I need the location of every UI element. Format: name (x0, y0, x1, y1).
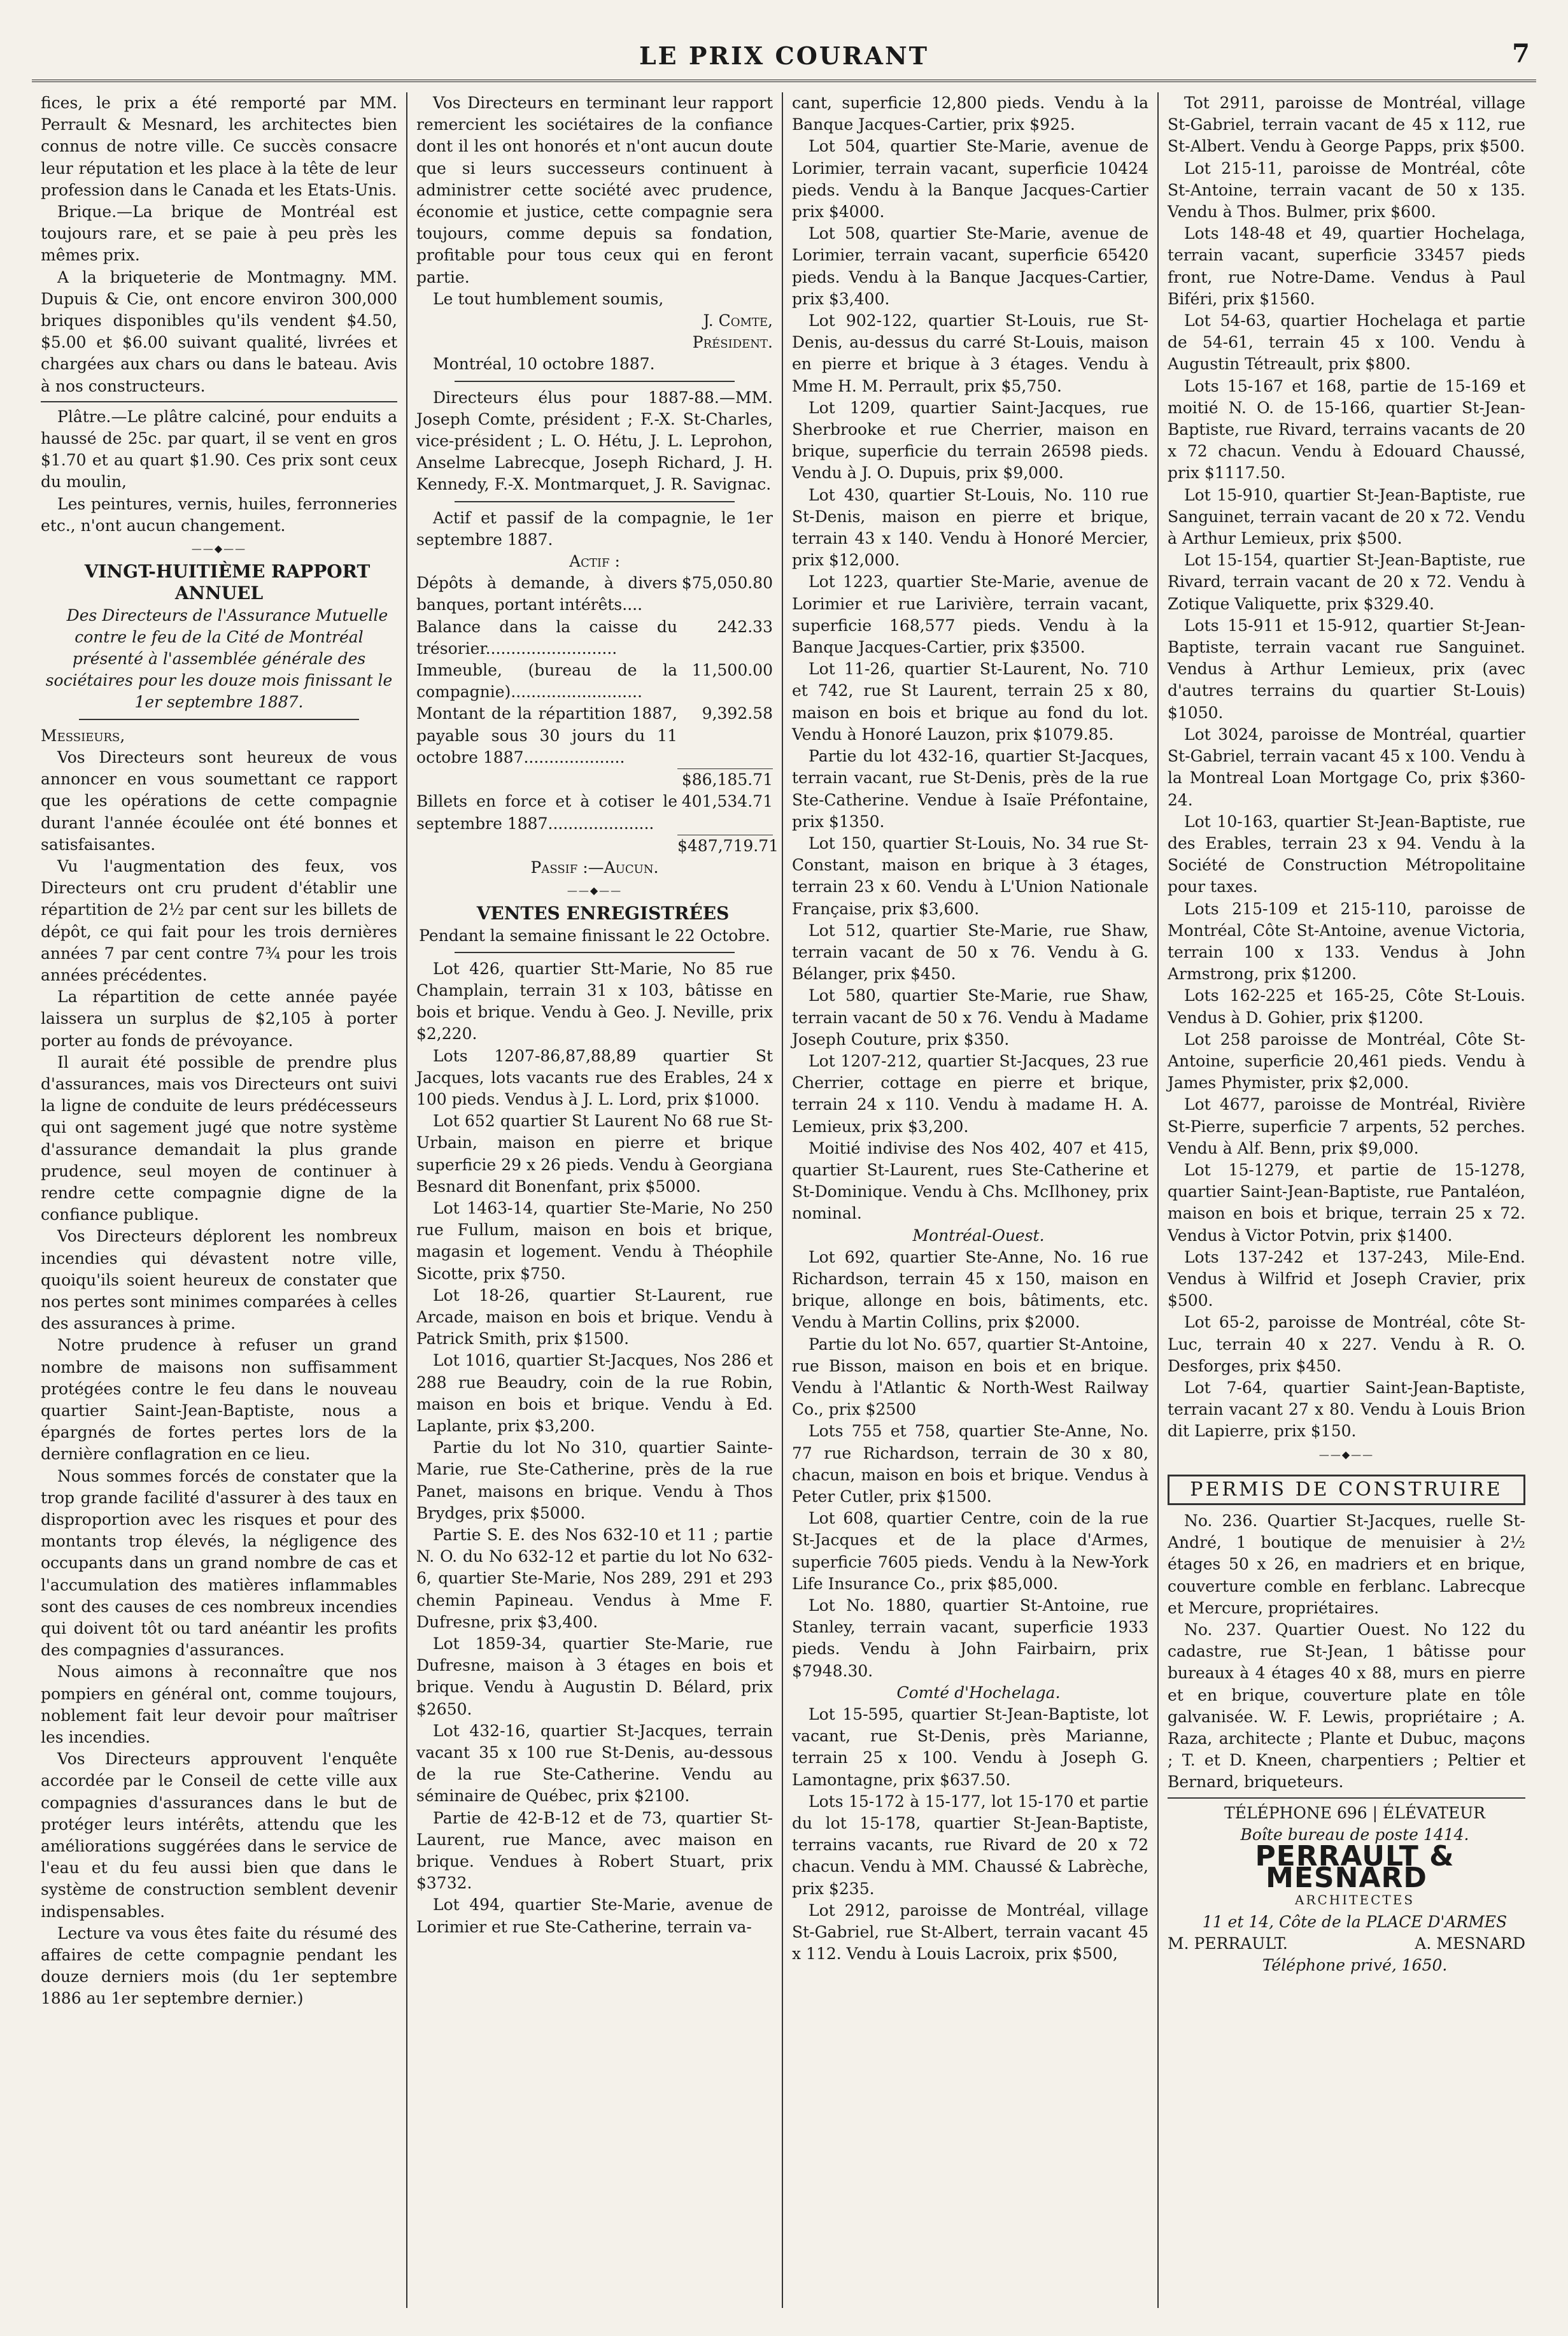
sale-entry: Lot 1859-34, quartier Ste-Marie, rue Dufresne, maison à 3 étages en bois et brique. Vendu à Augustin D. Bélard, prix $2650. (416, 1634, 773, 1718)
dateline: Montréal, 10 octobre 1887. (433, 355, 655, 374)
financial-amount: 401,534.71 (681, 792, 773, 811)
salutation: Messieurs, (41, 726, 125, 745)
financial-row (416, 616, 773, 660)
sale-entry: Lots 755 et 758, quartier Ste-Anne, No. 77 rue Richardson, terrain de 30 x 80, chacun, maison en bois et brique. Vendus à Peter Cutler, prix $1500. (792, 1422, 1148, 1506)
paragraph: Plâtre.—Le plâtre calciné, pour enduits a haussé de 25c. par quart, il se vent en gros $1.70 et au quart $1.90. Ces prix sont ceux du moulin, (41, 407, 397, 492)
paragraph: Vos Directeurs sont heureux de vous annoncer en vous soumettant ce rapport que les opérations de cette compagnie durant l'année écoulée ont été bonnes et satisfaisantes. (41, 747, 397, 854)
ad-partners (1168, 1933, 1525, 1955)
report-subheading: Des Directeurs de l'Assurance Mutuelle contre le feu de la Cité de Montréal présenté à l'assemblée générale des sociétaires pour les douze mois finissant le 1er septembre 1887. (45, 605, 393, 712)
article-columns (32, 92, 1536, 2308)
financial-row (416, 660, 773, 703)
sale-entry: Lot 150, quartier St-Louis, No. 34 rue St-Constant, maison en brique à 3 étages, terrain 23 x 60. Vendu à L'Union Nationale Française, prix $3,600. (792, 833, 1148, 918)
sale-entry: Lot 902-122, quartier St-Louis, rue St-Denis, au-dessus du carré St-Louis, maison en pierre et brique à 3 étages. Vendu à Mme H. M. Perrault, prix $5,750. (792, 311, 1148, 395)
sale-entry: Lot 1209, quartier Saint-Jacques, rue Sherbrooke et rue Cherrier, maison en brique, superficie du terrain 26598 pieds. Vendu à J. O. Dupuis, prix $9,000. (792, 398, 1148, 483)
financial-row (416, 703, 773, 768)
permit-entry: No. 237. Quartier Ouest. No 122 du cadastre, rue St-Jean, 1 bâtisse pour bureaux à 4 étages 40 x 88, murs en pierre et en brique, couverture plate en tôle galvanisée. W. F. Lewis, propriétaire ; A. Raza, architecte ; Plante et Dubuc, maçons ; T. et D. Kneen, charpentiers ; Peltier et Bernard, briqueteurs. (1168, 1620, 1525, 1792)
paragraph: Vu l'augmentation des feux, vos Directeurs ont cru prudent d'établir une répartition de 2½ par cent sur les billets de dépôt, ce qui fait pour les trois dernières années 7 par cent contre 7¾ pour les trois années précédentes. (41, 856, 397, 984)
report-heading: VINGT-HUITIÈME RAPPORT ANNUEL (84, 561, 371, 604)
paragraph: Les peintures, vernis, huiles, ferronneries etc., n'ont aucun changement. (41, 494, 397, 535)
sales-subheading: Pendant la semaine finissant le 22 Octobre. (419, 926, 770, 945)
divider (455, 501, 735, 502)
sale-entry: Lot 15-595, quartier St-Jean-Baptiste, lot vacant, rue St-Denis, près Marianne, terrain 25 x 100. Vendu à Joseph G. Lamontagne, prix $637.50. (792, 1705, 1148, 1789)
paragraph: Notre prudence à refuser un grand nombre de maisons non suffisamment protégées contre le feu dans le nouveau quartier Saint-Jean-Baptiste, nous a épargnés de fortes pertes lors de la dernière conflagration en ce lieu. (41, 1336, 397, 1464)
ad-postbox: Boîte bureau de poste 1414. (1240, 1825, 1469, 1844)
financial-total (416, 835, 779, 857)
page-header (32, 35, 1536, 82)
actif-heading: Actif : (569, 552, 620, 571)
paragraph: Il aurait été possible de prendre plus d'assurances, mais vos Directeurs ont suivi la ligne de conduite de leurs prédécesseurs qui ont sagement jugé que notre système d'assurance demandait la plus grande prudence, seul moyen de continuer à rendre cette compagnie digne de la confiance publique. (41, 1052, 397, 1224)
divider (455, 381, 735, 382)
sale-entry: Lots 215-109 et 215-110, paroisse de Montréal, Côte St-Antoine, avenue Victoria, terrain 100 x 133. Vendus à John Armstrong, prix $1200. (1168, 899, 1525, 984)
permits-heading: PERMIS DE CONSTRUIRE (1168, 1475, 1525, 1505)
sale-entry: Lot 215-11, paroisse de Montréal, côte St-Antoine, terrain vacant de 50 x 135. Vendu à Thos. Bulmer, prix $600. (1168, 159, 1525, 222)
sale-entry: Partie du lot No. 657, quartier St-Antoine, rue Bisson, maison en bois et en brique. Vendu à l'Atlantic & North-West Railway Co., prix $2500 (792, 1334, 1148, 1419)
financial-row (416, 572, 773, 616)
divider (79, 719, 359, 720)
paragraph: Vos Directeurs déplorent les nombreux incendies qui dévastent notre ville, quoiqu'ils soient heureux de constater que nos pertes sont minimes comparées à celles des assurances à prime. (41, 1227, 397, 1333)
sales-heading: VENTES ENREGISTRÉES (476, 903, 730, 924)
paragraph: Vos Directeurs en terminant leur rapport remercient les sociétaires de la confiance dont il les ont honorés et n'ont aucun doute que si leurs successeurs continuent à administrer cette société avec prudence, économie et justice, cette compagnie sera toujours, comme depuis sa fondation, profitable pour tous ceux qui en feront partie. (416, 94, 773, 287)
sale-entry: Partie du lot No 310, quartier Sainte-Marie, rue Ste-Catherine, près de la rue Panet, maisons en brique. Vendu à Thos Brydges, prix $5000. (416, 1438, 773, 1522)
sale-entry: Lot 10-163, quartier St-Jean-Baptiste, rue des Erables, terrain 23 x 94. Vendu à la Société de Construction Métropolitaine pour taxes. (1168, 812, 1525, 896)
column-2 (407, 92, 783, 2308)
financial-label: Immeuble, (bureau de la compagnie).......................... (416, 661, 677, 702)
sale-entry: Lot 11-26, quartier St-Laurent, No. 710 et 742, rue St Laurent, terrain 25 x 80, maison en bois et brique au fond du lot. Vendu à Honoré Lauzon, prix $1079.85. (792, 660, 1148, 744)
financial-amount: 9,392.58 (702, 704, 773, 723)
newspaper-title: LE PRIX COURANT (639, 41, 929, 70)
sale-entry: Lot 15-154, quartier St-Jean-Baptiste, rue Rivard, terrain vacant de 20 x 72. Vendu à Zotique Valiquette, prix $329.40. (1168, 551, 1525, 613)
financial-label: Montant de la répartition 1887, payable sous 30 jours du 11 octobre 1887.................... (416, 704, 677, 767)
sale-entry: Lot 512, quartier Ste-Marie, rue Shaw, terrain vacant de 50 x 76. Vendu à G. Bélanger, prix $450. (792, 921, 1148, 984)
sale-entry: cant, superficie 12,800 pieds. Vendu à la Banque Jacques-Cartier, prix $925. (792, 94, 1148, 134)
sale-entry: Lots 15-911 et 15-912, quartier St-Jean-Baptiste, terrain vacant rue Sanguinet. Vendus à Arthur Lemieux, prix (avec d'autres terrains du quartier St-Louis) $1050. (1168, 616, 1525, 722)
sale-entry: Lot 652 quartier St Laurent No 68 rue St-Urbain, maison en pierre et brique superficie 29 x 26 pieds. Vendu à Georgiana Besnard dit Bonenfant, prix $5000. (416, 1112, 773, 1196)
sale-entry: Lot 426, quartier Stt-Marie, No 85 rue Champlain, terrain 31 x 103, bâtisse en bois et brique. Vendu à Geo. J. Neville, prix $2,220. (416, 959, 773, 1044)
ornament-divider: ——◆—— (1318, 1448, 1374, 1461)
financial-label: Balance dans la caisse du trésorier.......................... (416, 617, 677, 658)
sale-entry: Lot 1016, quartier St-Jacques, Nos 286 et 288 rue Beaudry, coin de la rue Robin, maison en bois et brique. Vendu à Ed. Laplante, prix $3,200. (416, 1351, 773, 1435)
paragraph: Le tout humblement soumis, (433, 289, 664, 308)
paragraph: A la briqueterie de Montmagny. MM. Dupuis & Cie, ont encore environ 300,000 briques disponibles qu'ils vendent $4.50, $5.00 et $6.00 suivant qualité, livrées et chargées aux chars ou dans le bateau. Avis à nos constructeurs. (41, 267, 397, 395)
ornament-divider: ——◆—— (191, 542, 247, 555)
sale-entry: Lots 15-167 et 168, partie de 15-169 et moitié N. O. de 15-166, quartier St-Jean-Baptiste, rue Rivard, terrains vacants de 20 x 72 chacun. Vendu à Edouard Chaussé, prix $1117.50. (1168, 376, 1525, 483)
paragraph: fices, le prix a été remporté par MM. Perrault & Mesnard, les architectes bien connus de notre ville. Ce succès consacre leur réputation et les place à la tête de leur profession dans le Canada et les Etats-Unis. (41, 94, 397, 199)
ad-partner-name: M. PERRAULT. (1168, 1934, 1288, 1953)
page-number: 7 (1512, 39, 1530, 69)
sale-entry: Lot 3024, paroisse de Montréal, quartier St-Gabriel, terrain vacant 45 x 100. Vendu à la Montreal Loan Mortgage Co, prix $360-24. (1168, 725, 1525, 809)
divider (455, 952, 735, 953)
sale-entry: Partie du lot 432-16, quartier St-Jacques, terrain vacant, rue St-Denis, près de la rue Ste-Catherine. Vendue à Isaïe Préfontaine, prix $1350. (792, 747, 1148, 831)
paragraph: Directeurs élus pour 1887-88.—MM. Joseph Comte, président ; F.-X. St-Charles, vice-président ; L. O. Hétu, J. L. Leprohon, Anselme Labrecque, Joseph Richard, J. H. Kennedy, F.-X. Montmarquet, J. R. Savignac. (416, 388, 773, 494)
financial-amount: 11,500.00 (691, 661, 773, 680)
ad-role: ARCHITECTES (1294, 1892, 1415, 1908)
permit-entry: No. 236. Quartier St-Jacques, ruelle St-André, 1 boutique de menuisier à 2½ étages 50 x 26, en madriers et en brique, couverture comble en ferblanc. Labrecque et Mercure, propriétaires. (1168, 1511, 1525, 1617)
financial-amount: $86,185.71 (681, 770, 773, 789)
sale-entry: Lot 258 paroisse de Montréal, Côte St-Antoine, superficie 20,461 pieds. Vendu à James Phymister, prix $2,000. (1168, 1030, 1525, 1093)
paragraph: Brique.—La brique de Montréal est toujours rare, et se paie à peu près les mêmes prix. (41, 202, 397, 265)
sale-entry: Lot 4677, paroisse de Montréal, Rivière St-Pierre, superficie 7 arpents, 52 perches. Vendu à Alf. Benn, prix $9,000. (1168, 1095, 1525, 1157)
sale-entry: Lots 148-48 et 49, quartier Hochelaga, terrain vacant, superficie 33457 pieds front, rue Notre-Dame. Vendus à Paul Biféri, prix $1560. (1168, 224, 1525, 308)
signature-title: Président. (692, 333, 773, 352)
ad-private-phone: Téléphone privé, 1650. (1262, 1956, 1448, 1975)
section-heading: Comté d'Hochelaga. (896, 1683, 1061, 1702)
financial-label: Billets en force et à cotiser le septembre 1887..................... (416, 792, 677, 833)
section-heading: Montréal-Ouest. (912, 1226, 1045, 1245)
sale-entry: Lot 1207-212, quartier St-Jacques, 23 rue Cherrier, cottage en pierre et brique, terrain 24 x 110. Vendu à madame H. A. Lemieux, prix $3,200. (792, 1051, 1148, 1136)
sale-entry: Lot 15-1279, et partie de 15-1278, quartier Saint-Jean-Baptiste, rue Pantaléon, maison en bois et brique, terrain 25 x 72. Vendus à Victor Potvin, prix $1400. (1168, 1160, 1525, 1245)
sale-entry: Lot 1463-14, quartier Ste-Marie, No 250 rue Fullum, maison en bois et brique, magasin et logement. Vendu à Théophile Sicotte, prix $750. (416, 1198, 773, 1283)
financial-subtotal (416, 769, 773, 791)
sale-entry: Lot 504, quartier Ste-Marie, avenue de Lorimier, terrain vacant, superficie 10424 pieds. Vendu à la Banque Jacques-Cartier prix $4000. (792, 137, 1148, 222)
sale-entry: Lot 580, quartier Ste-Marie, rue Shaw, terrain vacant de 50 x 76. Vendu à Madame Joseph Couture, prix $350. (792, 986, 1148, 1049)
ad-telephone: TÉLÉPHONE 696 | ÉLÉVATEUR (1224, 1803, 1485, 1822)
financial-amount: 242.33 (717, 617, 773, 636)
sale-entry: Lots 15-172 à 15-177, lot 15-170 et partie du lot 15-178, quartier St-Jean-Baptiste, terrains vacants, rue Rivard de 20 x 72 chacun. Vendu à MM. Chaussé & Labrèche, prix $235. (792, 1792, 1148, 1898)
sale-entry: Lot 54-63, quartier Hochelaga et partie de 54-61, terrain 45 x 100. Vendu à Augustin Tétreault, prix $800. (1168, 311, 1525, 374)
ad-address: 11 et 14, Côte de la PLACE D'ARMES (1202, 1912, 1508, 1931)
sale-entry: Moitié indivise des Nos 402, 407 et 415, quartier St-Laurent, rues Ste-Catherine et St-Dominique. Vendu à Chs. McIlhoney, prix nominal. (792, 1138, 1148, 1223)
sale-entry: Lot 1223, quartier Ste-Marie, avenue de Lorimier et rue Larivière, terrain vacant, superficie 168,577 pieds. Vendu à la Banque Jacques-Cartier, prix $3500. (792, 572, 1148, 657)
sale-entry: Partie S. E. des Nos 632-10 et 11 ; partie N. O. du No 632-12 et partie du lot No 632-6, quartier Ste-Marie, Nos 289, 291 et 293 chemin Papineau. Vendus à Mme F. Dufresne, prix $3,400. (416, 1525, 773, 1631)
sale-entry: Lot 2912, paroisse de Montréal, village St-Gabriel, rue St-Albert, terrain vacant 45 x 112. Vendu à Louis Lacroix, prix $500, (792, 1901, 1148, 1964)
financial-amount: $75,050.80 (681, 574, 773, 593)
sale-entry: Lot No. 1880, quartier St-Antoine, rue Stanley, terrain vacant, superficie 1933 pieds. Vendu à John Fairbairn, prix $7948.30. (792, 1596, 1148, 1680)
sale-entry: Lots 137-242 et 137-243, Mile-End. Vendus à Wilfrid et Joseph Cravier, prix $500. (1168, 1247, 1525, 1310)
financial-row (416, 791, 773, 834)
sale-entry: Lots 1207-86,87,88,89 quartier St Jacques, lots vacants rue des Erables, 24 x 100 pieds. Vendus à J. L. Lord, prix $1000. (416, 1046, 773, 1108)
paragraph: Nous aimons à reconnaître que nos pompiers en général ont, comme toujours, noblement fait leur devoir pour maîtriser les incendies. (41, 1662, 397, 1747)
sale-entry: Lots 162-225 et 165-25, Côte St-Louis. Vendus à D. Gohier, prix $1200. (1168, 986, 1525, 1027)
paragraph: Nous sommes forcés de constater que la trop grande facilité d'assurer à des taux en disproportion avec les risques et pour des montants trop élevés, la négligence des occupants dans un grand nombre de cas et l'accumulation des matières inflammables sont des causes de ces nombreux incendies qui doivent tôt ou tard anéantir les profits des compagnies d'assurances. (41, 1466, 397, 1660)
sale-entry: Lot 18-26, quartier St-Laurent, rue Arcade, maison en bois et brique. Vendu à Patrick Smith, prix $1500. (416, 1285, 773, 1349)
divider (41, 401, 397, 402)
sale-entry: Lot 494, quartier Ste-Marie, avenue de Lorimier et rue Ste-Catherine, terrain va- (416, 1895, 773, 1936)
sale-entry: Lot 65-2, paroisse de Montréal, côte St-Luc, terrain 40 x 227. Vendu à R. O. Desforges, prix $450. (1168, 1313, 1525, 1375)
sale-entry: Lot 692, quartier Ste-Anne, No. 16 rue Richardson, terrain 45 x 150, maison en brique, allonge en bois, bâtiments, etc. Vendu à Martin Collins, prix $2000. (792, 1247, 1148, 1332)
column-1 (32, 92, 407, 2308)
sale-entry: Lot 508, quartier Ste-Marie, avenue de Lorimier, terrain vacant, superficie 65420 pieds. Vendu à la Banque Jacques-Cartier, prix $3,400. (792, 224, 1148, 308)
sale-entry: Partie de 42-B-12 et de 73, quartier St-Laurent, rue Mance, avec maison en brique. Vendues à Robert Stuart, prix $3732. (416, 1808, 773, 1893)
sale-entry: Tot 2911, paroisse de Montréal, village St-Gabriel, terrain vacant de 45 x 112, rue St-Albert. Vendu à George Papps, prix $500. (1168, 94, 1525, 156)
ad-partner-name: A. MESNARD (1415, 1934, 1525, 1953)
ornament-divider: ——◆—— (567, 884, 623, 897)
paragraph: Actif et passif de la compagnie, le 1er septembre 1887. (416, 508, 773, 549)
financial-amount: $487,719.71 (677, 836, 779, 855)
signature-name: J. Comte, (703, 311, 773, 330)
sale-entry: Lot 7-64, quartier Saint-Jean-Baptiste, terrain vacant 27 x 80. Vendu à Louis Brion dit Lapierre, prix $150. (1168, 1378, 1525, 1441)
sale-entry: Lot 15-910, quartier St-Jean-Baptiste, rue Sanguinet, terrain vacant de 20 x 72. Vendu à Arthur Lemieux, prix $500. (1168, 485, 1525, 548)
column-3 (783, 92, 1159, 2308)
column-4 (1159, 92, 1534, 2308)
paragraph: Vos Directeurs approuvent l'enquête accordée par le Conseil de cette ville aux compagnies d'assurances dans le but de protéger leurs intérêts, attendu que les améliorations suggérées dans le service de l'eau et du feu aussi bien que dans le système de construction semblent devenir indispensables. (41, 1750, 397, 1921)
paragraph: Lecture va vous êtes faite du résumé des affaires de cette compagnie pendant les douze derniers mois (du 1er septembre 1886 au 1er septembre dernier.) (41, 1923, 397, 2008)
divider (1168, 1797, 1525, 1799)
sale-entry: Lot 430, quartier St-Louis, No. 110 rue St-Denis, maison en pierre et brique, terrain 43 x 140. Vendu à Honoré Mercier, prix $12,000. (792, 485, 1148, 570)
ad-firm-name: PERRAULT & MESNARD (1255, 1840, 1455, 1895)
paragraph: La répartition de cette année payée laissera un surplus de $2,105 à porter porter au fonds de prévoyance. (41, 987, 397, 1050)
sale-entry: Lot 608, quartier Centre, coin de la rue St-Jacques et de la place d'Armes, superficie 7605 pieds. Vendu à la New-York Life Insurance Co., prix $85,000. (792, 1509, 1148, 1593)
passif-line: Passif :—Aucun. (530, 858, 659, 877)
sale-entry: Lot 432-16, quartier St-Jacques, terrain vacant 35 x 100 rue St-Denis, au-dessous de la rue Ste-Catherine. Vendu au séminaire de Québec, prix $2100. (416, 1721, 773, 1806)
financial-label: Dépôts à demande, à divers banques, portant intérêts.... (416, 574, 677, 614)
